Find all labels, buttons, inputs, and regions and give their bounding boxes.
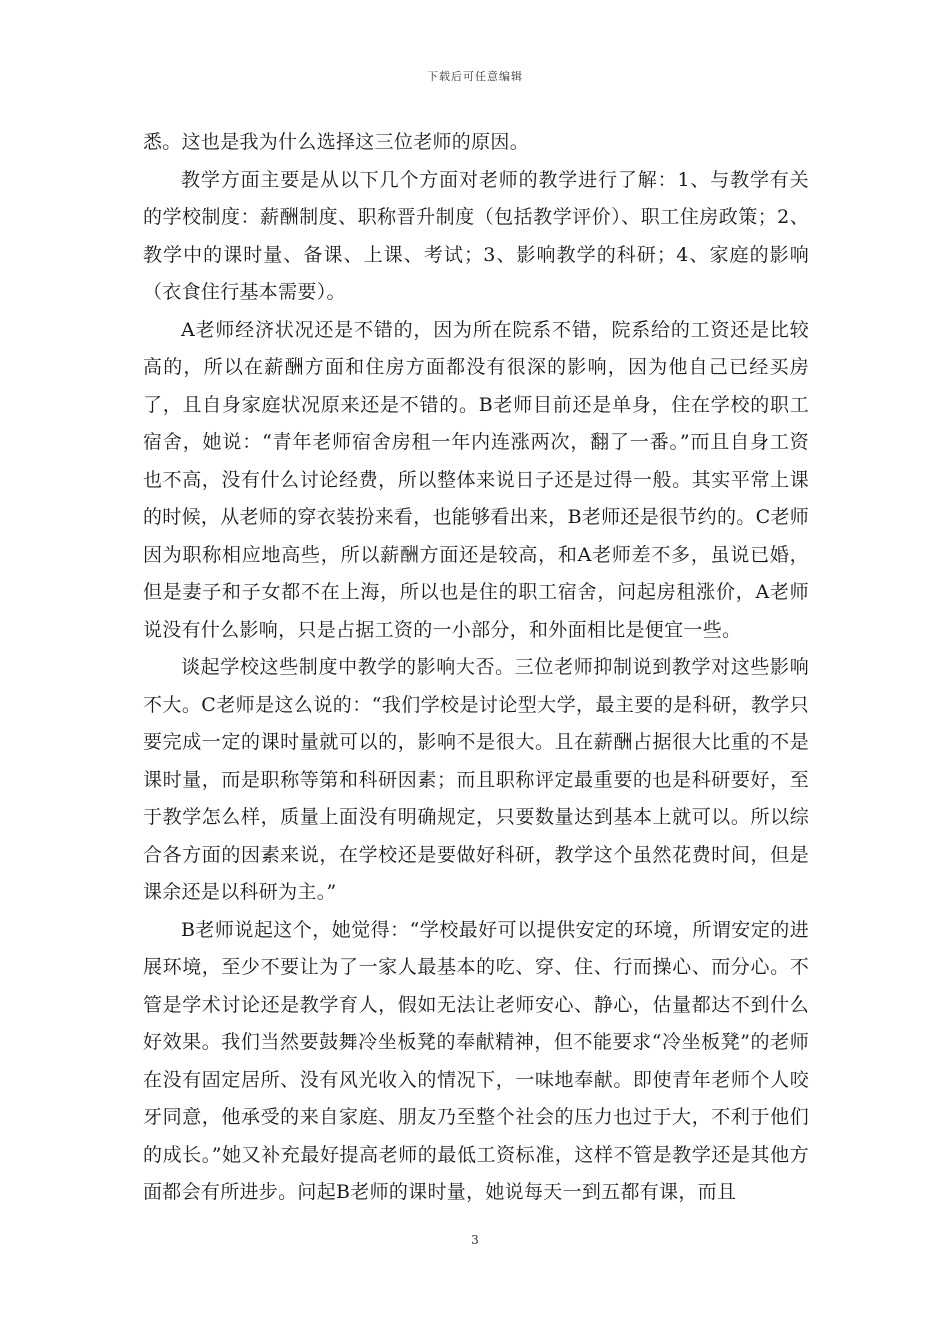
paragraph-continuation: 悉。这也是我为什么选择这三位老师的原因。: [143, 131, 530, 153]
paragraph-teacher-c-view: 谈起学校这些制度中教学的影响大否。三位老师抑制说到教学对这些影响不大。C老师是这么说的：“我们学校是讨论型大学，最主要的是科研，教学只要完成一定的课时量就可以的，影响不是很大。且在薪酬占据很大比重的不是课时量，而是职称等第和科研因素；而且职称评定最重要的也是科研要好，至于教学怎么样，质量上面没有明确规定，只要数量达到基本上就可以。所以综合各方面的因素来说，在学校还是要做好科研，教学这个虽然花费时间，但是课余还是以科研为主。”: [143, 656, 809, 903]
page-header: 下载后可任意编辑: [427, 70, 523, 83]
document-body: [143, 124, 809, 1212]
page-number: 3: [471, 1233, 479, 1247]
paragraph-economic-status: A老师经济状况还是不错的，因为所在院系不错，院系给的工资还是比较高的，所以在薪酬方面和住房方面都没有很深的影响，因为他自己已经买房了，且自身家庭状况原来还是不错的。B老师目前还是单身，住在学校的职工宿舍，她说：“青年老师宿舍房租一年内连涨两次，翻了一番。”而且自身工资也不高，没有什么讨论经费，所以整体来说日子还是过得一般。其实平常上课的时候，从老师的穿衣装扮来看，也能够看出来，B老师还是很节约的。C老师因为职称相应地高些，所以薪酬方面还是较高，和A老师差不多，虽说已婚，但是妻子和子女都不在上海，所以也是住的职工宿舍，问起房租涨价，A老师说没有什么影响，只是占据工资的一小部分，和外面相比是便宜一些。: [143, 318, 810, 641]
paragraph-teacher-b-view: B老师说起这个，她觉得：“学校最好可以提供安定的环境，所谓安定的进展环境，至少不要让为了一家人最基本的吃、穿、住、行而操心、而分心。不管是学术讨论还是教学育人，假如无法让老师安心、静心，估量都达不到什么好效果。我们当然要鼓舞冷坐板凳的奉献精神，但不能要求“冷坐板凳”的老师在没有固定居所、没有风光收入的情况下，一味地奉献。即使青年老师个人咬牙同意，他承受的来自家庭、朋友乃至整个社会的压力也过于大，不利于他们的成长。”她又补充最好提高老师的最低工资标准，这样不管是教学还是其他方面都会有所进步。问起B老师的课时量，她说每天一到五都有课，而且: [143, 918, 809, 1203]
paragraph-teaching-aspects: 教学方面主要是从以下几个方面对老师的教学进行了解：1、与教学有关的学校制度：薪酬制度、职称晋升制度（包括教学评价）、职工住房政策；2、教学中的课时量、备课、上课、考试；3、影响教学的科研；4、家庭的影响（衣食住行基本需要）。: [143, 168, 809, 303]
